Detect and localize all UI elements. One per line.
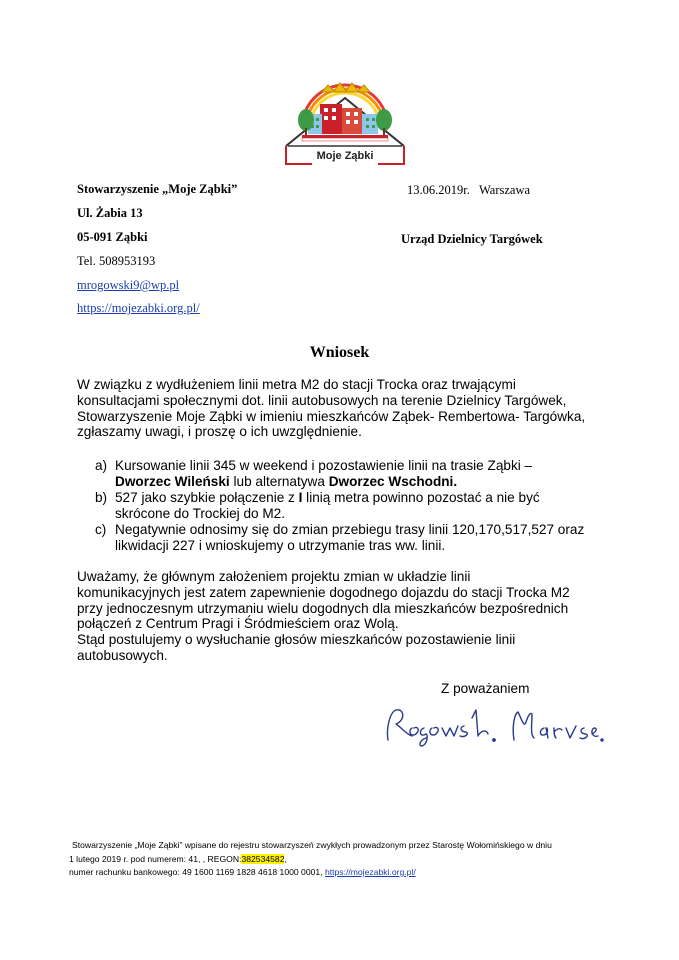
body-line: połączeń z Centrum Pragi i Śródmieściem oraz Wolą. xyxy=(77,616,399,632)
footer-bank-line xyxy=(69,867,416,877)
sender-phone: Tel. 508953193 xyxy=(77,254,156,268)
body-paragraph xyxy=(77,569,637,664)
footer-regon-line xyxy=(69,854,287,864)
handwritten-signature xyxy=(378,700,604,748)
list-marker: c) xyxy=(95,522,107,537)
footer-registry-line: Stowarzyszenie „Moje Ząbki” wpisane do rejestru stowarzyszeń zwykłych prowadzonym przez Starostę Wołomińskiego w dniu xyxy=(72,840,552,850)
list-item-line xyxy=(115,474,457,490)
body-line: Uważamy, że głównym założeniem projektu zmian w układzie linii xyxy=(77,569,471,584)
list-marker: a) xyxy=(95,458,108,473)
footer-text: numer rachunku bankowego: 49 1600 1169 1828 4618 1000 0001, xyxy=(69,867,325,877)
regon-number: 382534582 xyxy=(241,854,285,864)
intro-paragraph xyxy=(77,377,617,440)
footer-text: , xyxy=(284,854,287,864)
body-line: Stąd postulujemy o wysłuchanie głosów mieszkańców pozostawienie linii xyxy=(77,632,516,648)
footer-text: 1 lutego 2019 r. pod numerem: 41, , REGON: xyxy=(69,854,242,864)
sender-org: Stowarzyszenie „Moje Ząbki” xyxy=(77,182,238,196)
moje-zabki-logo xyxy=(282,80,408,166)
intro-line: Stowarzyszenie Moje Ząbki w imieniu mieszkańców Ząbek- Rembertowa- Targówka, xyxy=(77,408,586,424)
recipient: Urząd Dzielnicy Targówek xyxy=(401,232,543,246)
list-item-text: lub alternatywa xyxy=(229,473,329,489)
station-name: Dworzec Wileński xyxy=(115,473,230,489)
body-line: komunikacyjnych jest zatem zapewnienie dogodnego dojazdu do stacji Trocka M2 xyxy=(77,584,570,600)
list-item-line: Kursowanie linii 345 w weekend i pozostawienie linii na trasie Ząbki – xyxy=(115,458,533,473)
intro-line: W związku z wydłużeniem linii metra M2 do stacji Trocka oraz trwającymi xyxy=(77,377,516,392)
list-item-bold: I xyxy=(298,490,303,505)
intro-line: zgłaszamy uwagi, i proszę o ich uwzględnienie. xyxy=(77,424,362,440)
list-marker: b) xyxy=(95,490,108,505)
sender-website-link[interactable]: https://mojezabki.org.pl/ xyxy=(77,301,200,315)
body-line: autobusowych. xyxy=(77,647,168,663)
logo-brand-text: Moje Ząbki xyxy=(316,150,374,162)
body-line: przy jednoczesnym utrzymaniu wielu dogodnych dla mieszkańców bezpośrednich xyxy=(77,600,569,616)
station-name: Dworzec Wschodni. xyxy=(328,473,458,489)
list-item-line: skrócone do Trockiej do M2. xyxy=(115,505,286,521)
footer-website-link[interactable]: https://mojezabki.org.pl/ xyxy=(324,867,416,877)
sender-email-link[interactable]: mrogowski9@wp.pl xyxy=(77,278,180,292)
list-item-line: likwidacji 227 i wnioskujemy o utrzymanie tras ww. linii. xyxy=(115,537,446,553)
date-place: 13.06.2019r. Warszawa xyxy=(407,183,531,197)
intro-line: konsultacjami społecznymi dot. linii autobusowych na terenie Dzielnicy Targówek, xyxy=(77,392,567,408)
document-title: Wniosek xyxy=(309,344,370,361)
list-item-text: 527 jako szybkie połączenie z xyxy=(115,490,299,505)
list-item-line xyxy=(115,490,540,506)
list-item-line: Negatywnie odnosimy się do zmian przebiegu trasy linii 120,170,517,527 oraz xyxy=(115,522,585,537)
sender-city: 05-091 Ząbki xyxy=(77,230,148,244)
closing: Z poważaniem xyxy=(441,681,530,696)
list-item-text: linią metra powinno pozostać a nie być xyxy=(302,490,540,505)
sender-street: Ul. Żabia 13 xyxy=(77,206,143,220)
